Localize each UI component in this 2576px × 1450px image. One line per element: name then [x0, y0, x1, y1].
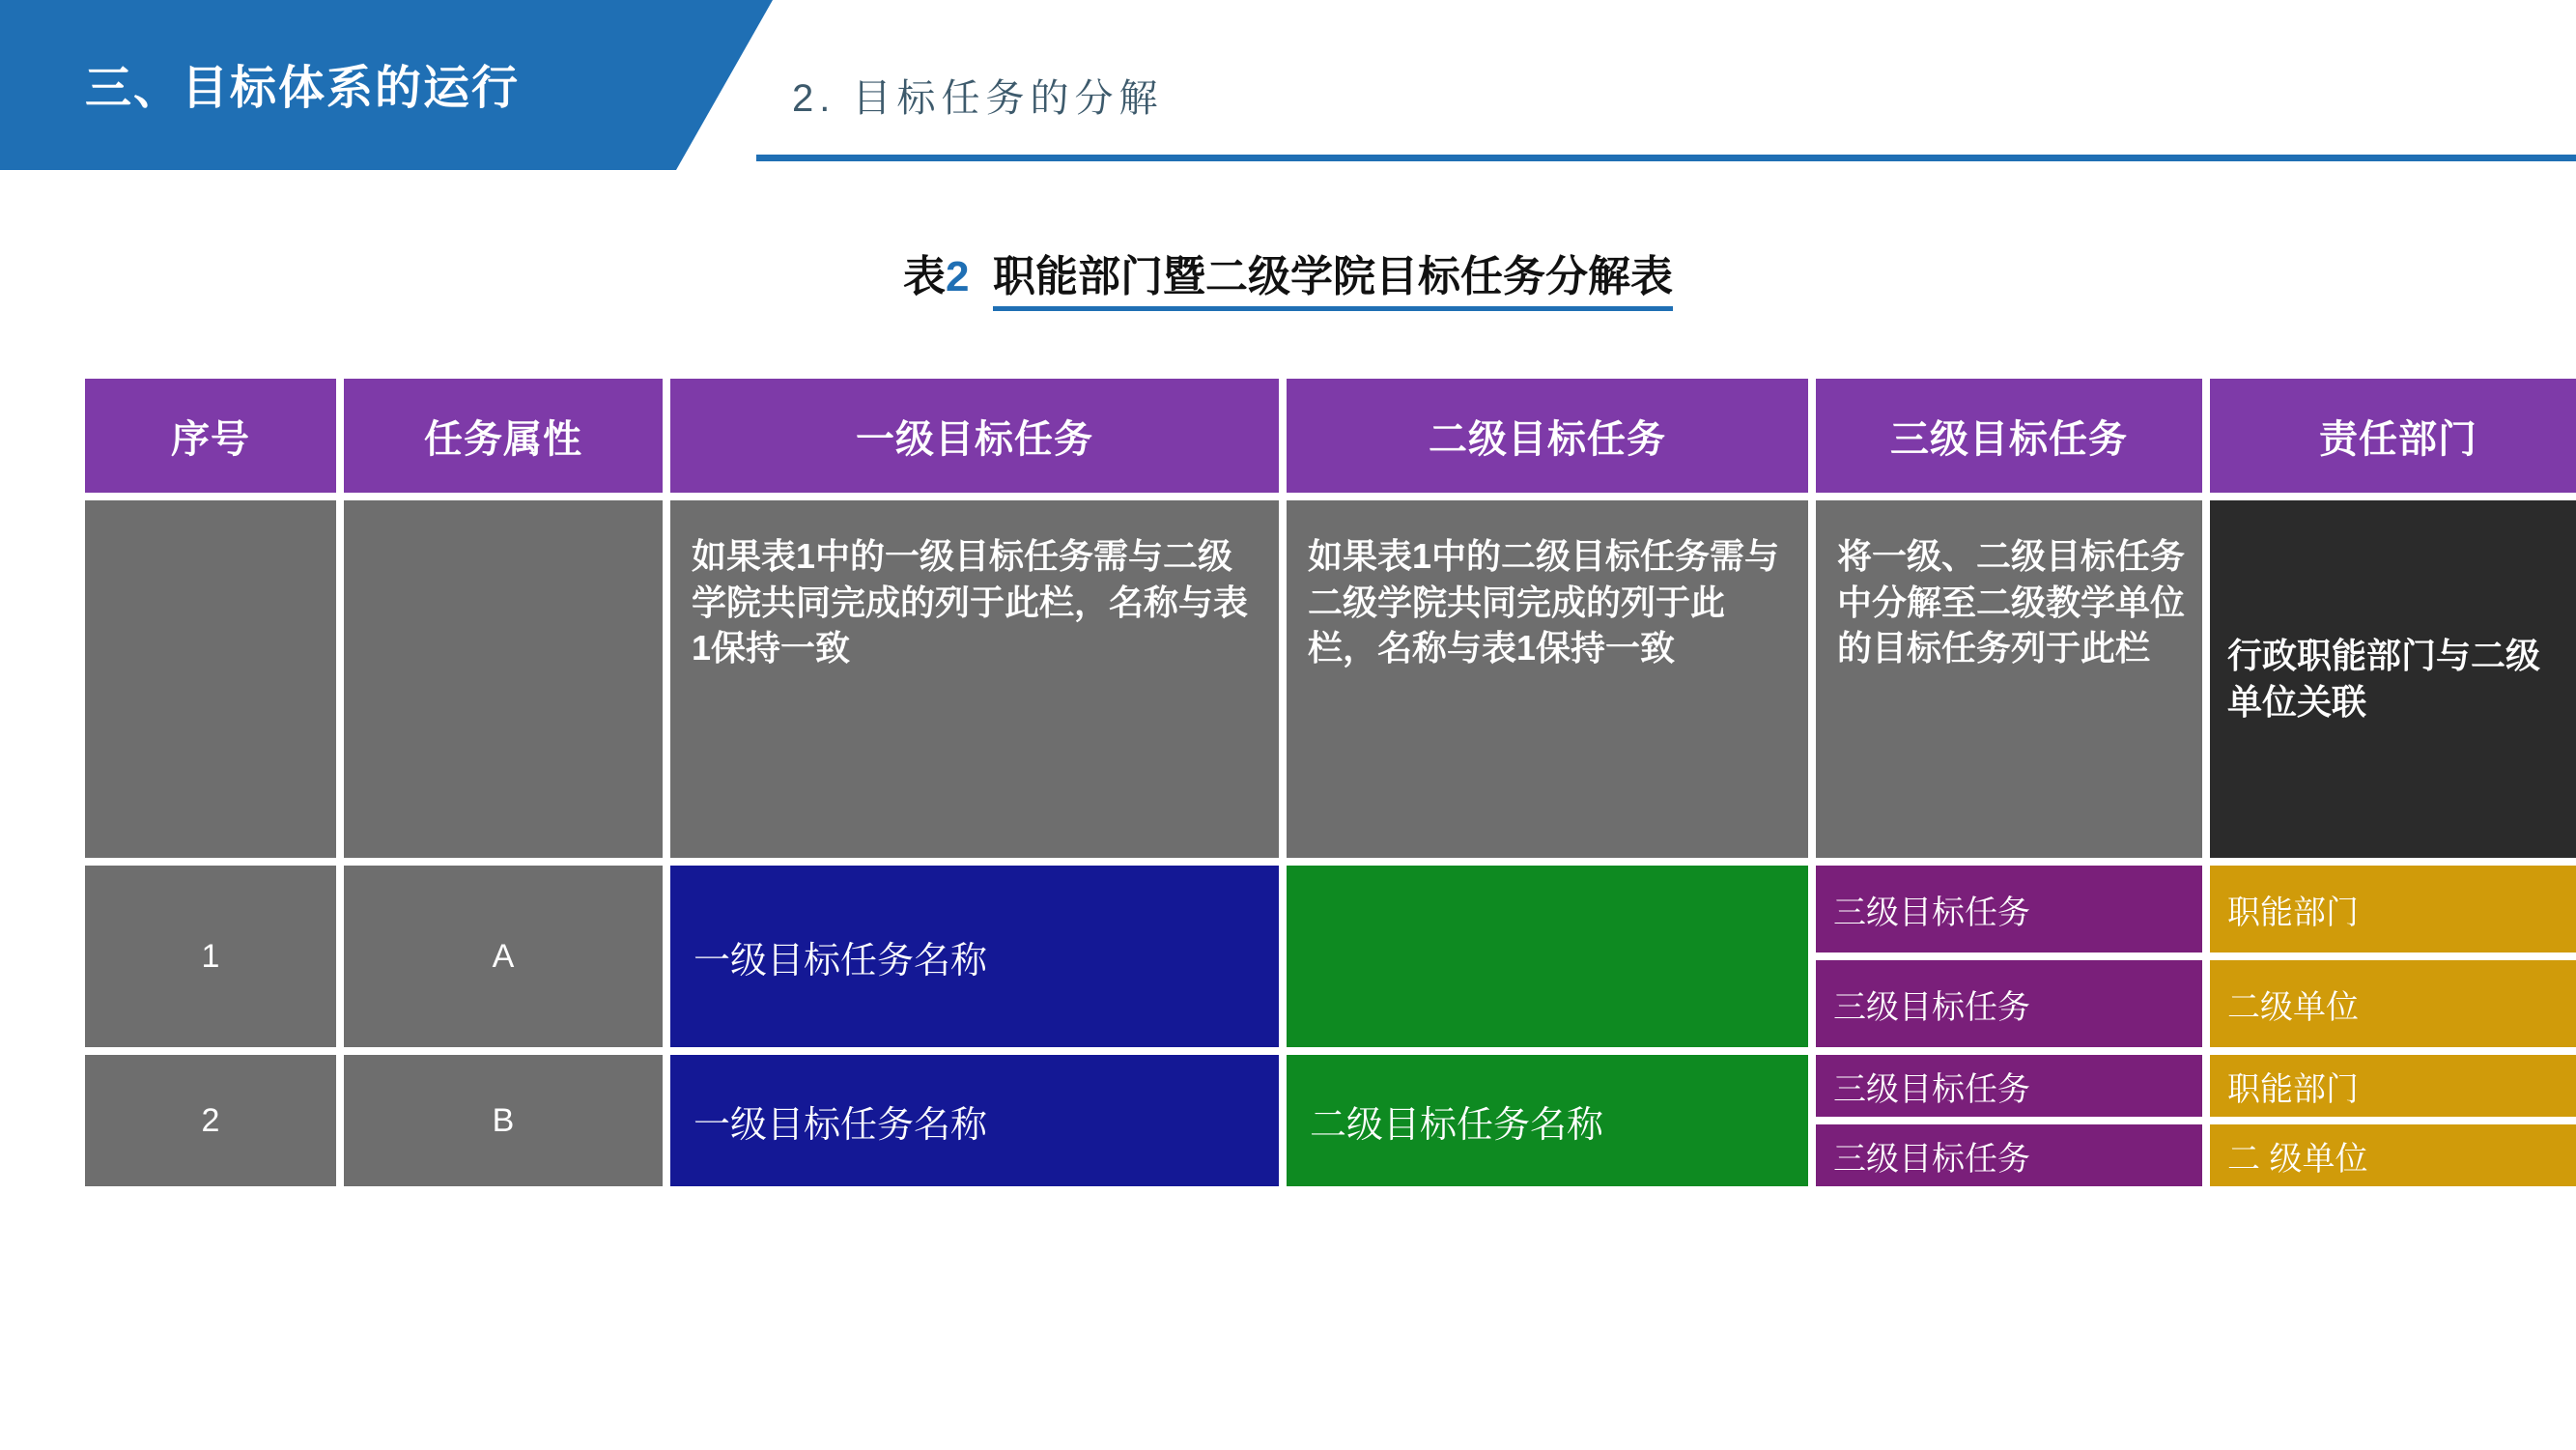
column-header-attribute: 任务属性 — [344, 379, 663, 493]
row1-department-item-2: 二级单位 — [2210, 960, 2576, 1047]
row1-attribute: A — [344, 866, 663, 1047]
row1-level3-item-1: 三级目标任务 — [1816, 866, 2202, 952]
row2-level3-item-1: 三级目标任务 — [1816, 1055, 2202, 1117]
caption-prefix: 表 — [903, 253, 947, 300]
desc-cell-level3: 将一级、二级目标任务中分解至二级教学单位的目标任务列于此栏 — [1816, 500, 2202, 858]
row2-department-stack — [2210, 1055, 2576, 1186]
header-divider — [756, 155, 2576, 161]
table-header-row — [85, 379, 2494, 493]
caption-text: 职能部门暨二级学院目标任务分解表 — [993, 253, 1673, 311]
row1-seq: 1 — [85, 866, 336, 1047]
row2-seq: 2 — [85, 1055, 336, 1186]
row1-department-stack — [2210, 866, 2576, 1047]
table-caption — [0, 242, 2576, 303]
row2-level1: 一级目标任务名称 — [670, 1055, 1279, 1186]
column-header-level2: 二级目标任务 — [1287, 379, 1808, 493]
desc-cell-level2: 如果表1中的二级目标任务需与二级学院共同完成的列于此栏，名称与表1保持一致 — [1287, 500, 1808, 858]
row2-level2: 二级目标任务名称 — [1287, 1055, 1808, 1186]
desc-cell-level1: 如果表1中的一级目标任务需与二级学院共同完成的列于此栏，名称与表1保持一致 — [670, 500, 1279, 858]
desc-cell-seq — [85, 500, 336, 858]
column-header-level3: 三级目标任务 — [1816, 379, 2202, 493]
objective-decomposition-table — [85, 379, 2541, 1186]
row1-level1: 一级目标任务名称 — [670, 866, 1279, 1047]
row1-level3-item-2: 三级目标任务 — [1816, 960, 2202, 1047]
desc-cell-department — [2210, 500, 2576, 858]
row2-department-item-2: 二 级单位 — [2210, 1124, 2576, 1186]
row1-level3-stack — [1816, 866, 2202, 1047]
desc-cell-attribute — [344, 500, 663, 858]
subsection-title: 2. 目标任务的分解 — [792, 77, 1164, 120]
row2-level3-stack — [1816, 1055, 2202, 1186]
row2-department-item-1: 职能部门 — [2210, 1055, 2576, 1117]
row2-attribute: B — [344, 1055, 663, 1186]
table-row[interactable] — [85, 1055, 2494, 1186]
column-header-department: 责任部门 — [2210, 379, 2576, 493]
table-description-row — [85, 500, 2541, 858]
table-row[interactable] — [85, 866, 2494, 1047]
desc-department-text: 行政职能部门与二级单位关联 — [2227, 636, 2541, 722]
slide-header — [0, 0, 2576, 170]
column-header-level1: 一级目标任务 — [670, 379, 1279, 493]
caption-number: 2 — [946, 253, 970, 300]
row1-department-item-1: 职能部门 — [2210, 866, 2576, 952]
row2-level3-item-2: 三级目标任务 — [1816, 1124, 2202, 1186]
column-header-seq: 序号 — [85, 379, 336, 493]
section-title: 三、目标体系的运行 — [85, 63, 521, 114]
row1-level2 — [1287, 866, 1808, 1047]
